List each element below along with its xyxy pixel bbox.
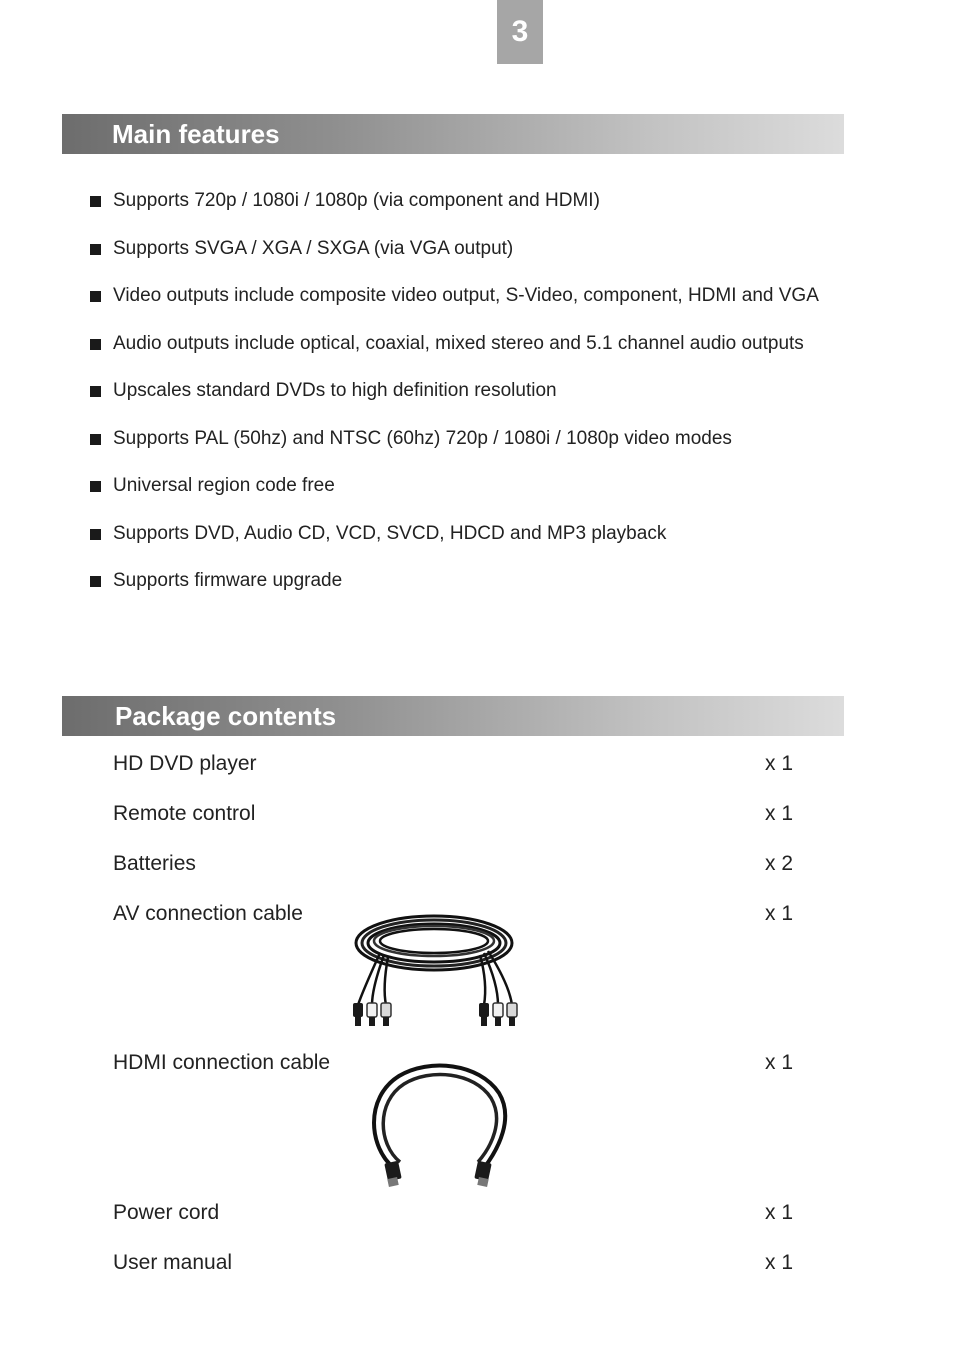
package-item-player xyxy=(113,752,803,776)
package-item-name: HDMI connection cable xyxy=(113,1051,331,1074)
page-number: 3 xyxy=(497,0,543,64)
feature-text: Upscales standard DVDs to high definition resolution xyxy=(113,380,557,401)
package-contents-title: Package contents xyxy=(115,700,337,731)
square-bullet-icon xyxy=(90,339,101,350)
feature-text: Supports DVD, Audio CD, VCD, SVCD, HDCD and MP3 playback xyxy=(113,522,667,544)
square-bullet-icon xyxy=(90,244,101,255)
package-item-name: AV connection cable xyxy=(113,902,303,925)
package-item-remote xyxy=(113,802,803,826)
list-item xyxy=(90,177,860,225)
package-item-user-manual xyxy=(113,1251,803,1275)
feature-text: Universal region code free xyxy=(113,475,335,496)
package-item-qty: x 1 xyxy=(765,752,794,775)
main-features-title: Main features xyxy=(112,118,280,149)
square-bullet-icon xyxy=(90,529,101,540)
feature-text: Video outputs include composite video output, S-Video, component, HDMI and VGA xyxy=(113,285,819,306)
square-bullet-icon xyxy=(90,196,101,207)
square-bullet-icon xyxy=(90,291,101,302)
package-item-name: Remote control xyxy=(113,802,256,825)
feature-text: Supports SVGA / XGA / SXGA (via VGA output) xyxy=(113,237,514,259)
square-bullet-icon xyxy=(90,481,101,492)
feature-text: Supports 720p / 1080i / 1080p (via component and HDMI) xyxy=(113,190,600,211)
package-item-name: User manual xyxy=(113,1251,233,1274)
package-item-qty: x 1 xyxy=(765,802,794,825)
feature-text: Audio outputs include optical, coaxial, mixed stereo and 5.1 channel audio outputs xyxy=(113,332,804,354)
feature-list xyxy=(90,177,860,605)
list-item xyxy=(90,557,860,605)
square-bullet-icon xyxy=(90,576,101,587)
package-item-power-cord xyxy=(113,1201,803,1225)
list-item xyxy=(90,320,860,368)
package-item-name: Batteries xyxy=(113,852,196,875)
list-item xyxy=(90,272,860,320)
hdmi-cable-image xyxy=(364,1058,510,1190)
list-item xyxy=(90,462,860,510)
package-item-qty: x 1 xyxy=(765,1201,794,1224)
av-cable-image xyxy=(348,905,520,1030)
package-item-name: HD DVD player xyxy=(113,752,257,775)
square-bullet-icon xyxy=(90,386,101,397)
package-item-qty: x 1 xyxy=(765,1051,794,1074)
feature-text: Supports PAL (50hz) and NTSC (60hz) 720p / 1080i / 1080p video modes xyxy=(113,427,732,449)
feature-text: Supports firmware upgrade xyxy=(113,570,343,591)
package-item-qty: x 2 xyxy=(765,852,794,875)
package-contents-header xyxy=(62,696,844,736)
package-item-name: Power cord xyxy=(113,1201,220,1224)
package-item-batteries xyxy=(113,852,803,876)
package-item-qty: x 1 xyxy=(765,1251,794,1274)
list-item xyxy=(90,510,860,558)
square-bullet-icon xyxy=(90,434,101,445)
list-item xyxy=(90,225,860,273)
main-features-header xyxy=(62,114,844,154)
list-item xyxy=(90,415,860,463)
package-item-qty: x 1 xyxy=(765,902,794,925)
list-item xyxy=(90,367,860,415)
